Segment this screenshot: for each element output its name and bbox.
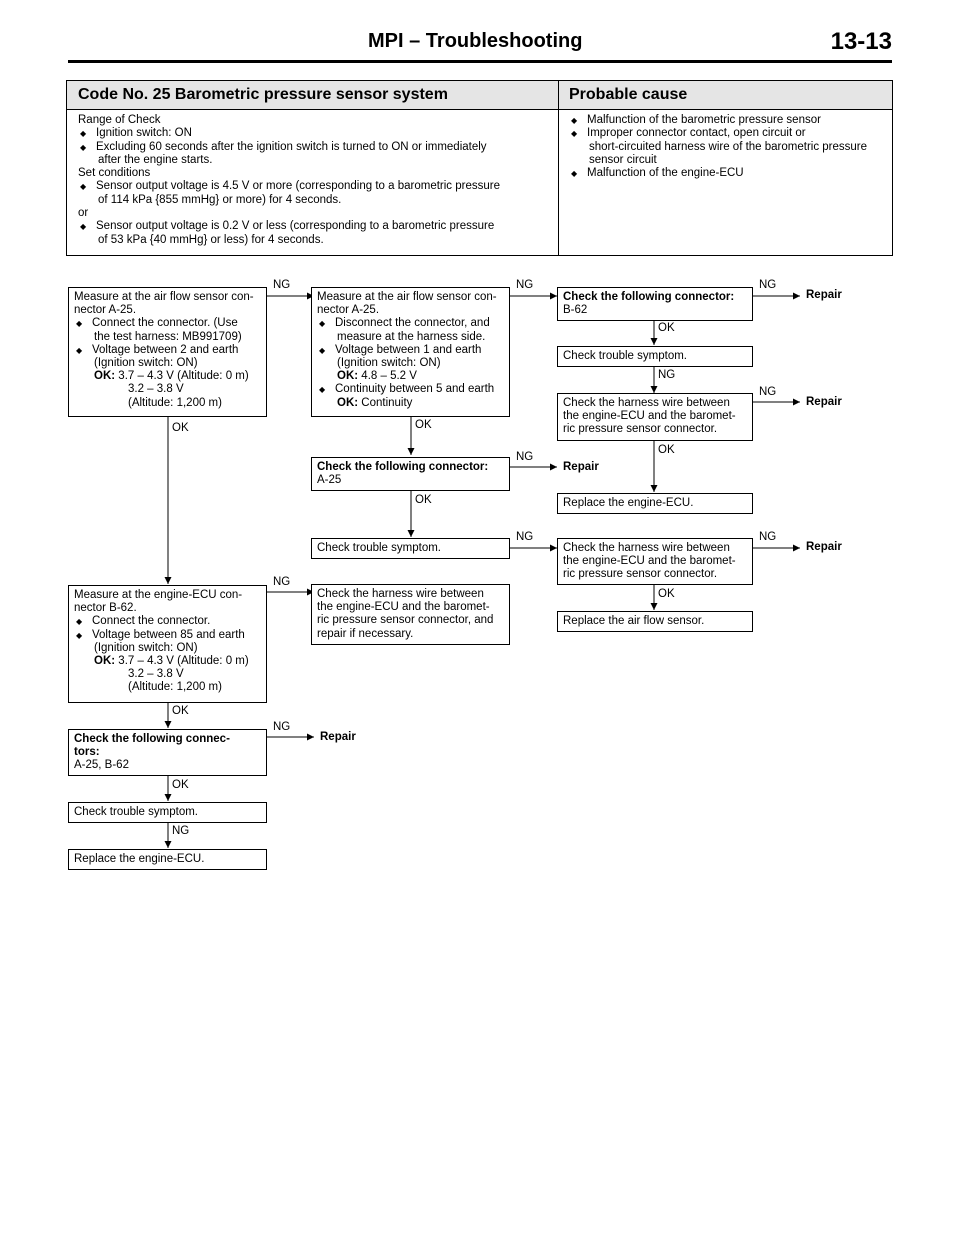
text-line: repair if necessary. <box>317 627 414 640</box>
ng-label: NG <box>516 531 534 543</box>
text-line: the test harness: MB991709) <box>94 330 242 343</box>
text-line: short-circuited harness wire of the barometric pressure <box>589 140 868 153</box>
ng-label: NG <box>759 386 777 398</box>
text-line: Check the harness wire between <box>563 542 730 554</box>
ok-criterion-label: OK: <box>337 396 359 409</box>
ok-value: 3.7 – 4.3 V (Altitude: 0 m) <box>118 370 249 383</box>
bullet-line: ◆ Continuity between 5 and earth <box>317 383 506 396</box>
text-line: (Ignition switch: ON) <box>337 357 441 370</box>
box-text: Replace the engine-ECU. <box>74 853 205 865</box>
bullet-line: ◆ Voltage between 85 and earth <box>74 629 263 642</box>
check-connector-a25-box <box>311 457 510 491</box>
text-line: or <box>78 207 89 220</box>
ok-label: OK <box>415 419 432 431</box>
ok-label: OK <box>172 779 189 791</box>
bullet-line: ◆ Excluding 60 seconds after the ignition switch is turned to ON or immediately <box>78 141 548 154</box>
ok-label: OK <box>658 322 675 334</box>
bullet-line: ◆ Connect the connector. (Use <box>74 317 263 330</box>
box-title: Check the following connector: <box>317 461 489 473</box>
bullet-line: ◆ Voltage between 2 and earth <box>74 344 263 357</box>
box-text: Check trouble symptom. <box>317 542 441 554</box>
check-connector-b62-box <box>557 287 753 321</box>
ok-value: 3.2 – 3.8 V <box>128 383 184 396</box>
text-line: the engine-ECU and the baromet- <box>563 555 736 568</box>
connector-id: A-25 <box>317 474 342 487</box>
ok-label: OK <box>172 705 189 717</box>
text-line: measure at the harness side. <box>337 330 486 343</box>
check-harness-wire-box <box>557 538 753 585</box>
repair-label: Repair <box>806 541 842 553</box>
text-line: Measure at the air flow sensor con- <box>317 291 497 303</box>
box-text: Check trouble symptom. <box>563 350 687 362</box>
check-harness-wire-repair-box <box>311 584 510 645</box>
ok-value: 4.8 – 5.2 V <box>361 370 417 383</box>
repair-label: Repair <box>563 461 599 473</box>
measure-engine-ecu-connector-box <box>68 585 267 703</box>
text-line: Check the harness wire between <box>563 397 730 409</box>
text-line: Range of Check <box>78 114 161 126</box>
replace-engine-ecu-box <box>557 493 753 514</box>
check-trouble-symptom-box <box>68 802 267 823</box>
ng-label: NG <box>759 279 777 291</box>
check-connectors-a25-b62-box <box>68 729 267 776</box>
box-title: tors: <box>74 746 100 759</box>
ng-label: NG <box>172 825 190 837</box>
text-line: nector A-25. <box>317 304 380 317</box>
text-line: Measure at the air flow sensor con- <box>74 291 254 303</box>
ok-label: OK <box>658 444 675 456</box>
measure-air-flow-sensor-connected-box <box>68 287 267 417</box>
replace-engine-ecu-box <box>68 849 267 870</box>
repair-label: Repair <box>806 289 842 301</box>
bullet-line: ◆ Connect the connector. <box>74 615 263 628</box>
box-text: Replace the air flow sensor. <box>563 615 705 627</box>
text-line: the engine-ECU and the baromet- <box>563 410 736 423</box>
text-line: after the engine starts. <box>98 153 213 166</box>
bullet-line: ◆ Malfunction of the engine-ECU <box>569 167 884 180</box>
ok-criterion-label: OK: <box>337 370 359 383</box>
text-line: Set conditions <box>78 167 151 180</box>
ok-value: 3.7 – 4.3 V (Altitude: 0 m) <box>118 655 249 668</box>
ng-label: NG <box>516 451 534 463</box>
box-title: Check the following connec- <box>74 733 230 745</box>
ok-value: (Altitude: 1,200 m) <box>128 681 222 694</box>
bullet-line: ◆ Sensor output voltage is 4.5 V or more (corresponding to a barometric pressure <box>78 180 548 193</box>
text-line: (Ignition switch: ON) <box>94 357 198 370</box>
check-harness-wire-box <box>557 393 753 441</box>
text-line: nector A-25. <box>74 304 137 317</box>
ng-label: NG <box>273 279 291 291</box>
bullet-line: ◆ Voltage between 1 and earth <box>317 344 506 357</box>
connector-id: A-25, B-62 <box>74 759 129 772</box>
repair-label: Repair <box>806 396 842 408</box>
box-title: Check the following connector: <box>563 291 735 303</box>
page-title: MPI – Troubleshooting <box>368 30 583 52</box>
ok-value: Continuity <box>361 396 413 409</box>
ok-label: OK <box>415 494 432 506</box>
ng-label: NG <box>658 369 676 381</box>
text-line: (Ignition switch: ON) <box>94 641 198 654</box>
text-line: of 114 kPa {855 mmHg} or more) for 4 seconds. <box>98 193 342 206</box>
text-line: of 53 kPa {40 mmHg} or less) for 4 seconds. <box>98 233 324 246</box>
ok-value: 3.2 – 3.8 V <box>128 668 184 681</box>
box-text: Replace the engine-ECU. <box>563 497 694 509</box>
cause-header: Probable cause <box>569 86 688 103</box>
text-line: Measure at the engine-ECU con- <box>74 589 243 601</box>
ng-label: NG <box>273 576 291 588</box>
ok-value: (Altitude: 1,200 m) <box>128 396 222 409</box>
check-trouble-symptom-box <box>557 346 753 367</box>
text-line: ric pressure sensor connector, and <box>317 614 494 627</box>
ok-label: OK <box>658 588 675 600</box>
bullet-line: ◆ Disconnect the connector, and <box>317 317 506 330</box>
check-trouble-symptom-box <box>311 538 510 559</box>
bullet-line: ◆ Sensor output voltage is 0.2 V or less (corresponding to a barometric pressure <box>78 220 548 233</box>
code-header: Code No. 25 Barometric pressure sensor system <box>78 86 448 103</box>
bullet-line: ◆ Ignition switch: ON <box>78 127 548 140</box>
text-line: sensor circuit <box>589 153 657 166</box>
measure-air-flow-sensor-harness-box <box>311 287 510 417</box>
connector-id: B-62 <box>563 304 588 317</box>
ok-criterion-label: OK: <box>94 370 116 383</box>
page-number: 13-13 <box>830 28 892 55</box>
text-line: nector B-62. <box>74 602 137 615</box>
text-line: Check the harness wire between <box>317 588 484 600</box>
ng-label: NG <box>516 279 534 291</box>
bullet-line: ◆ Malfunction of the barometric pressure sensor <box>569 114 884 127</box>
text-line: ric pressure sensor connector. <box>563 568 718 581</box>
ok-label: OK <box>172 422 189 434</box>
replace-air-flow-sensor-box <box>557 611 753 632</box>
repair-label: Repair <box>320 731 356 743</box>
text-line: ric pressure sensor connector. <box>563 423 718 436</box>
ok-criterion-label: OK: <box>94 655 116 668</box>
text-line: the engine-ECU and the baromet- <box>317 601 490 614</box>
ng-label: NG <box>273 721 291 733</box>
box-text: Check trouble symptom. <box>74 806 198 818</box>
ng-label: NG <box>759 531 777 543</box>
bullet-line: ◆ Improper connector contact, open circuit or <box>569 127 884 140</box>
